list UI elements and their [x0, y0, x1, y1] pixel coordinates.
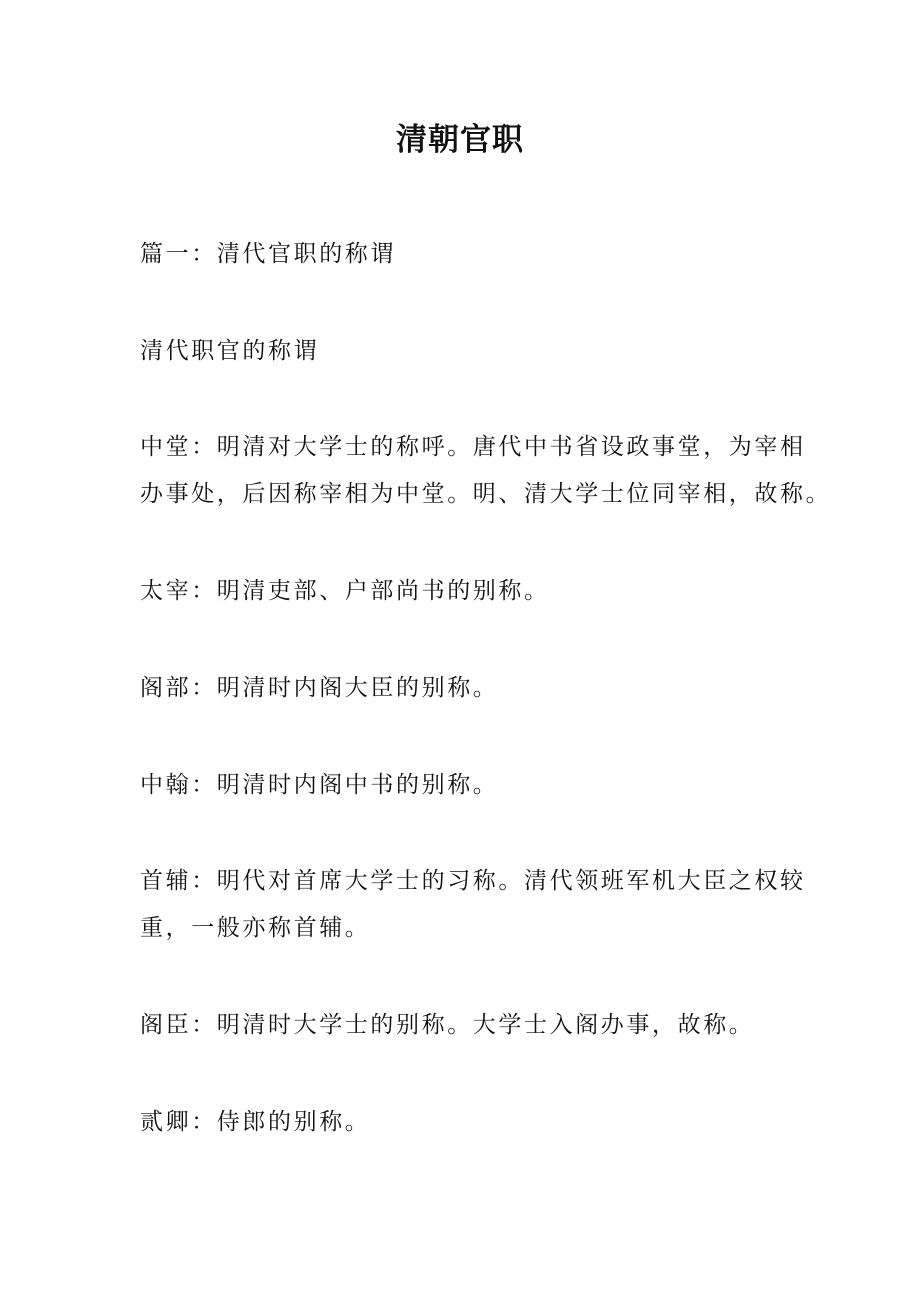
text-line: 太宰：明清吏部、户部尚书的别称。	[140, 578, 550, 604]
paragraph-taizai	[140, 568, 790, 615]
text-line: 重，一般亦称首辅。	[140, 915, 371, 941]
paragraph-section-heading	[140, 231, 790, 278]
paragraph-shoufu	[140, 858, 806, 952]
paragraph-zhongtang	[140, 424, 832, 518]
paragraph-subheading	[140, 328, 790, 375]
text-line: 贰卿：侍郎的别称。	[140, 1109, 371, 1135]
text-line: 首辅：明代对首席大学士的习称。清代领班军机大臣之权较	[140, 868, 806, 894]
text-line: 清代职官的称谓	[140, 338, 320, 364]
paragraph-gechen	[140, 1002, 790, 1049]
paragraph-gebu	[140, 665, 790, 712]
text-line: 中翰：明清时内阁中书的别称。	[140, 772, 499, 798]
paragraph-zhonghan	[140, 762, 790, 809]
text-line: 阁臣：明清时大学士的别称。大学士入阁办事，故称。	[140, 1012, 755, 1038]
document-title: 清朝官职	[396, 122, 524, 158]
text-line: 篇一：清代官职的称谓	[140, 241, 396, 267]
paragraph-erqing	[140, 1099, 790, 1146]
text-line: 办事处，后因称宰相为中堂。明、清大学士位同宰相，故称。	[140, 481, 832, 507]
text-line: 阁部：明清时内阁大臣的别称。	[140, 675, 499, 701]
text-line: 中堂：明清对大学士的称呼。唐代中书省设政事堂，为宰相	[140, 434, 806, 460]
